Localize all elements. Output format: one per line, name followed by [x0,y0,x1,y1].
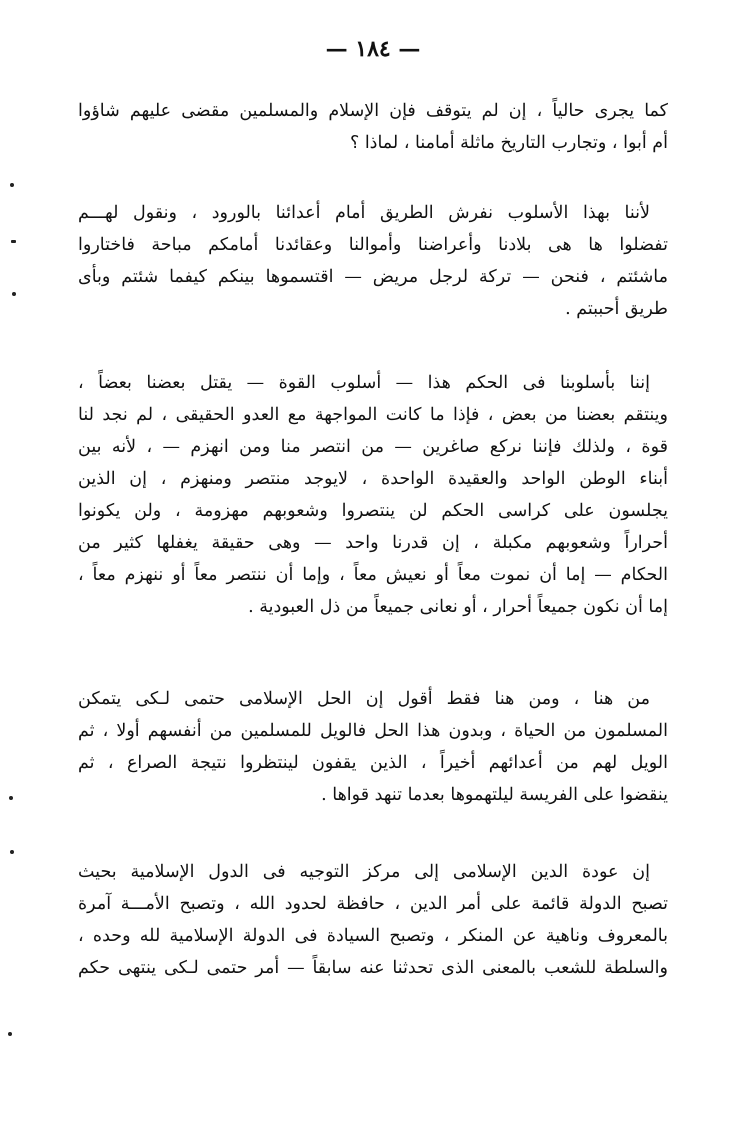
text-line: والسلطة للشعب بالمعنى الذى تحدثنا عنه سابقاً — أمر حتمى لـكى ينتهى حكم [78,958,668,978]
scan-speck [11,240,16,243]
page-number: — ١٨٤ — [325,36,421,62]
paragraph-1 [78,95,668,159]
paragraph-5 [78,856,668,984]
text-line: تفضلوا ها هى بلادنا وأعراضنا وأموالنا وعقائدنا أمامكم مباحة فاختاروا [78,235,668,255]
text-line: الحكام — إما أن نموت معاً أو نعيش معاً ، وإما أن ننتصر معاً أو ننهزم معاً ، [78,565,668,585]
paragraph-3 [78,367,668,623]
scan-speck [8,1032,12,1036]
text-line: ينقضوا على الفريسة ليلتهموها بعدما تنهد قواها . [321,785,668,805]
text-line: طريق أحببتم . [565,299,668,319]
text-line: لأننا بهذا الأسلوب نفرش الطريق أمام أعدائنا بالورود ، ونقول لهـــم [78,203,650,223]
text-line: تصبح الدولة قائمة على أمر الدين ، حافظة لحدود الله ، وتصبح الأمـــة آمرة [78,894,668,914]
scan-speck [10,183,14,187]
text-line: قوة ، ولذلك فإننا نركع صاغرين — من انتصر منا ومن انهزم — ، لأنه بين [78,437,668,457]
text-line: أم أبوا ، وتجارب التاريخ ماثلة أمامنا ، لماذا ؟ [349,133,668,153]
text-line: بالمعروف وناهية عن المنكر ، وتصبح السيادة فى الدولة الإسلامية لله وحده ، [78,926,668,946]
paragraph-2 [78,197,668,325]
paragraph-4 [78,683,668,811]
text-line: كما يجرى حالياً ، إن لم يتوقف فإن الإسلام والمسلمين مقضى عليهم شاؤوا [78,101,668,121]
scan-speck [12,292,16,296]
scan-speck [10,850,14,854]
text-line: أبناء الوطن الواحد والعقيدة الواحدة ، لايوجد منتصر ومنهزم ، إن الذين [78,469,668,489]
text-line: إننا بأسلوبنا فى الحكم هذا — أسلوب القوة — يقتل بعضنا بعضاً ، [78,373,650,393]
scan-speck [9,796,13,800]
text-line: إما أن نكون جميعاً أحرار ، أو نعانى جميعاً من ذل العبودية . [248,597,668,617]
text-line: ماشئتم ، فنحن — تركة لرجل مريض — اقتسموها بينكم كيفما شئتم وبأى [78,267,668,287]
text-line: وينتقم بعضنا من بعض ، فإذا ما كانت المواجهة مع العدو الحقيقى ، لم نجد لنا [78,405,668,425]
text-line: من هنا ، ومن هنا فقط أقول إن الحل الإسلامى حتمى لـكى يتمكن [78,689,650,709]
text-line: الويل لهم من أعدائهم أخيراً ، الذين يقفون لينتظروا نتيجة الصراع ، ثم [78,753,668,773]
text-line: يجلسون على كراسى الحكم لن ينتصروا وشعوبهم مهزومة ، ولن يكونوا [78,501,668,521]
text-line: أحراراً وشعوبهم مكبلة ، إن قدرنا واحد — وهى حقيقة يغفلها كثير من [78,533,668,553]
text-line: المسلمون من الحياة ، وبدون هذا الحل فالويل للمسلمين من أنفسهم أولا ، ثم [78,721,668,741]
text-line: إن عودة الدين الإسلامى إلى مركز التوجيه فى الدول الإسلامية بحيث [78,862,650,882]
